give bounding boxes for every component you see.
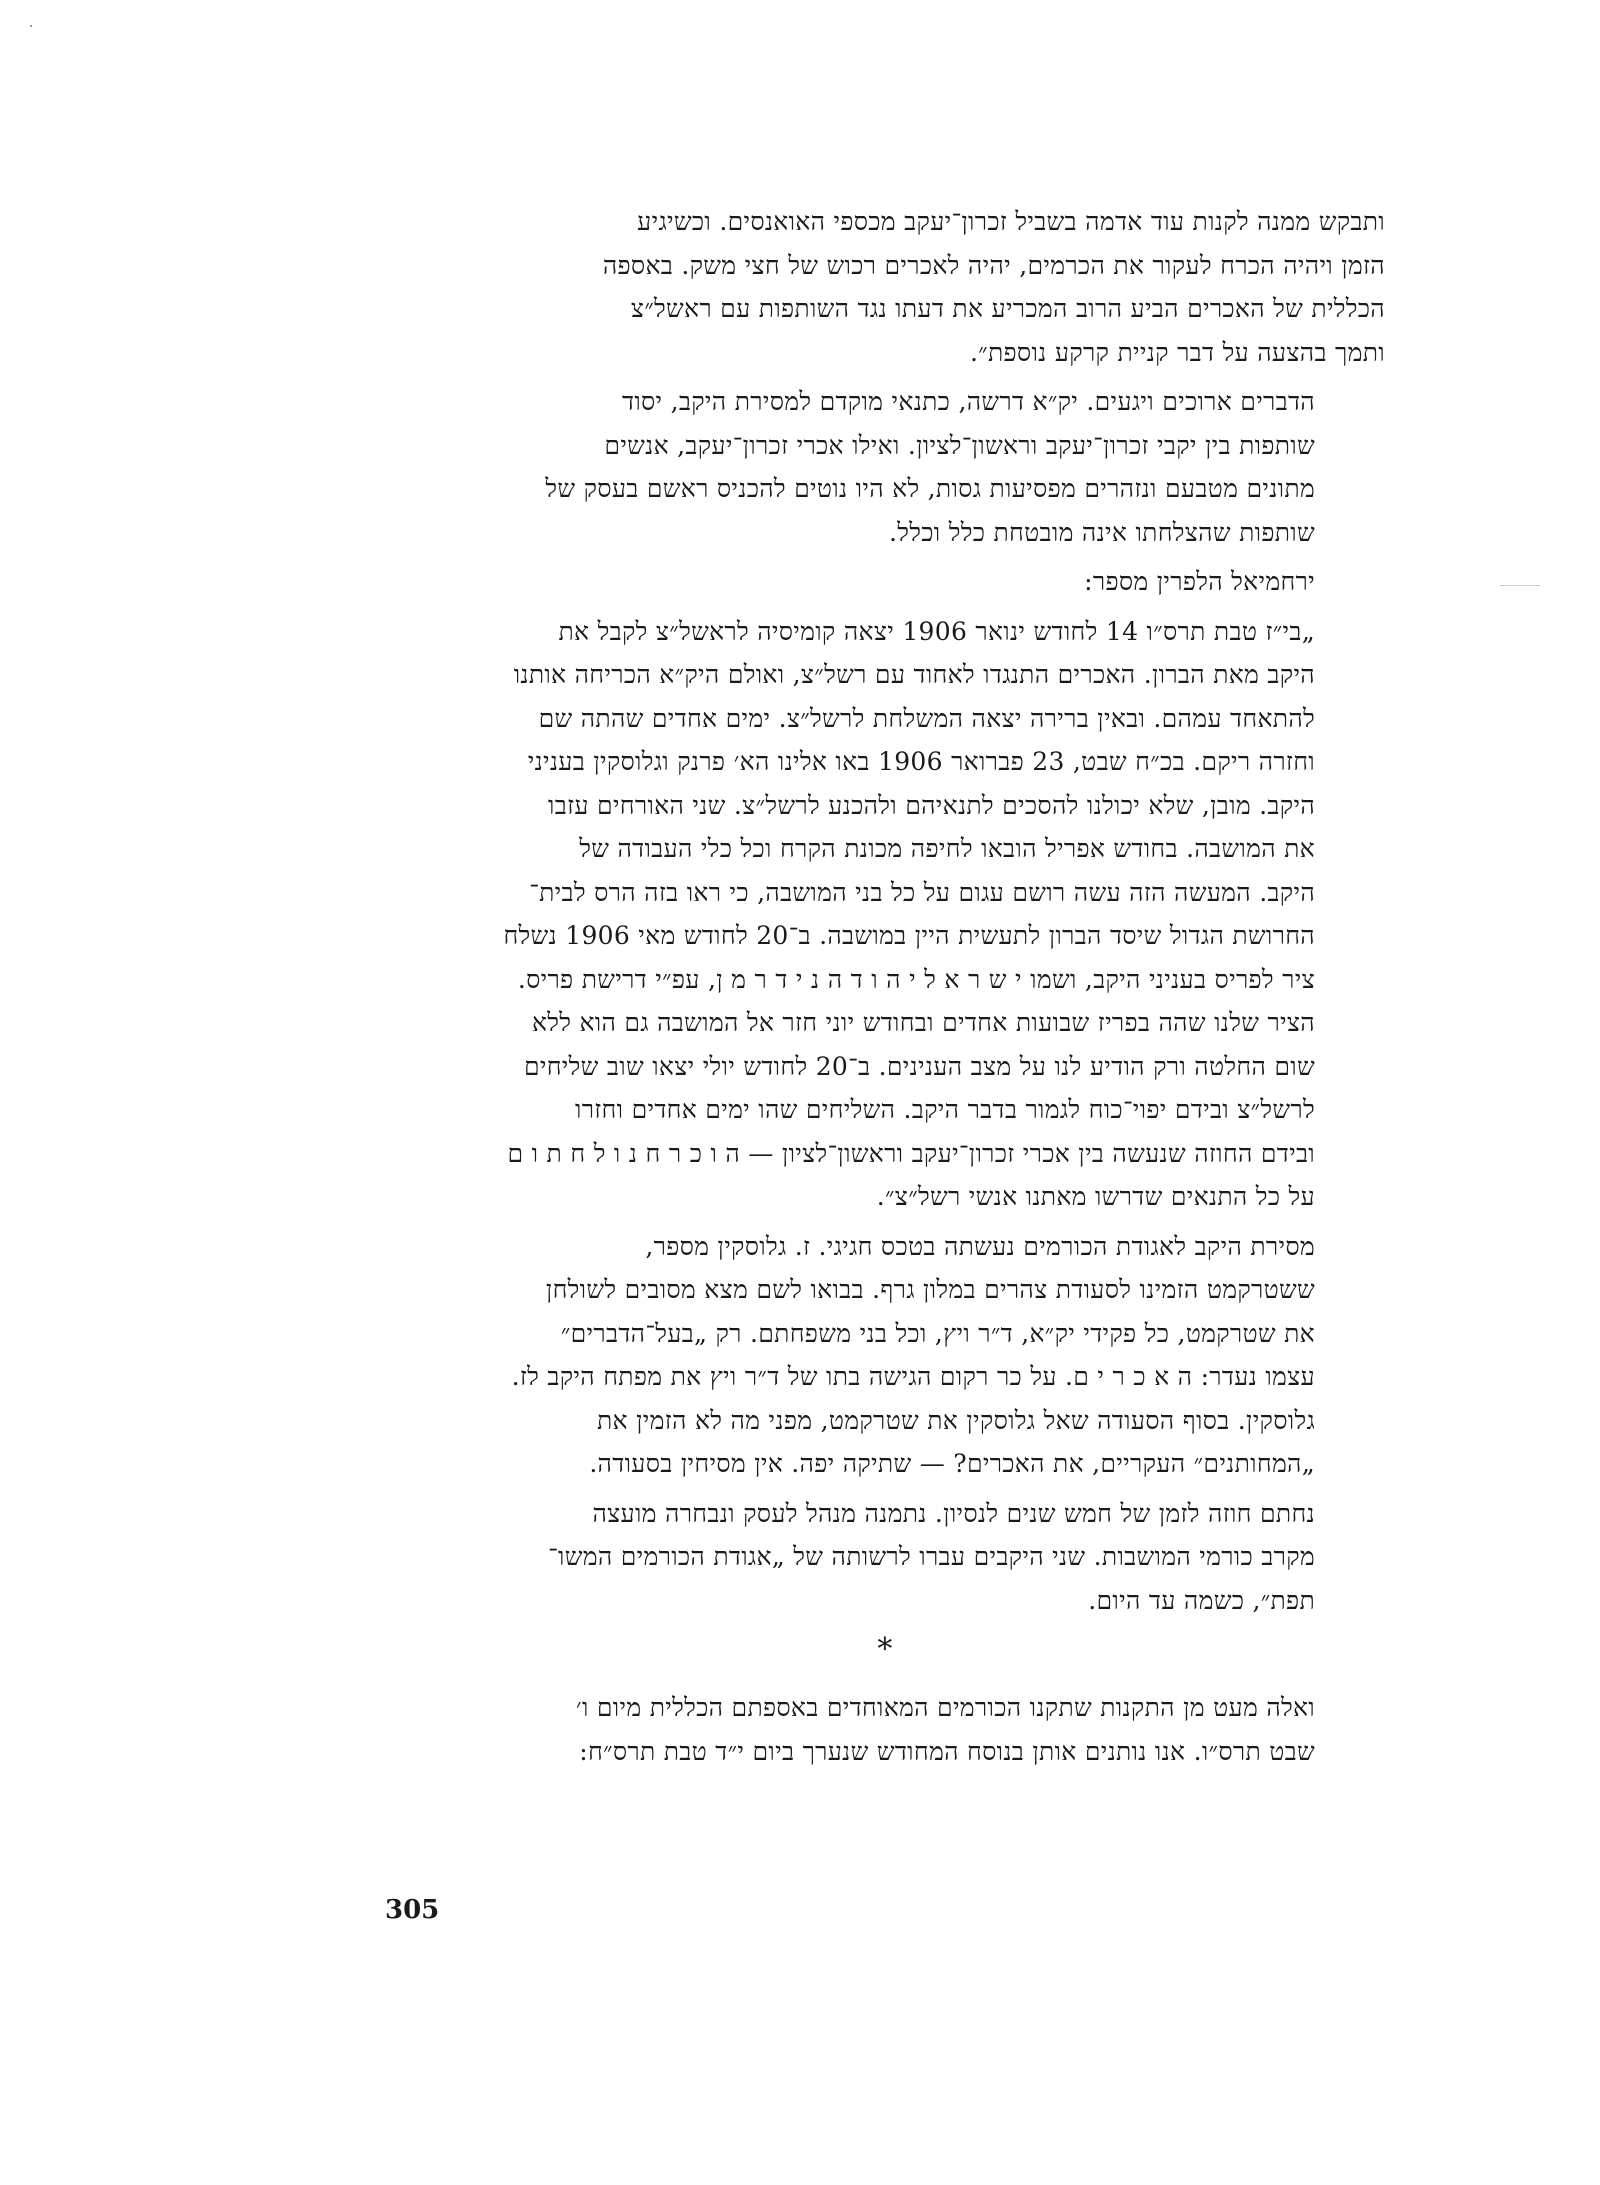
text-line: ירחמיאל הלפרין מספר:: [1084, 567, 1315, 596]
text-line: מתונים מטבעם ונזהרים מפסיעות גסות, לא היו נוטים להכניס ראשם בעסק של: [545, 474, 1315, 503]
paragraph: [385, 1686, 1385, 1773]
text-line: הכללית של האכרים הביע הרוב המכריע את דעתו נגד השותפות עם ראשל״צ: [630, 294, 1385, 323]
text-line: נחתם חוזה לזמן של חמש שנים לנסיון. נתמנה מנהל לעסק ונבחרה מועצה: [592, 1498, 1315, 1528]
text-line: ציר לפריס בעניני היקב, ושמו י ש ר א ל י ה ו ד ה נ י ד ר מ ן, עפ״י דרישת פריס.: [517, 964, 1315, 994]
paragraph: [385, 610, 1385, 1219]
text-line: את המושבה. בחודש אפריל הובאו לחיפה מכונת הקרח וכל כלי העבודה של: [579, 834, 1315, 863]
paragraph: [385, 560, 1385, 604]
text-line: שותפות שהצלחתו אינה מובטחת כלל וכלל.: [889, 517, 1315, 547]
paragraphs-container: [385, 200, 1385, 1622]
text-line: וחזרה ריקם. בכ״ח שבט, 23 פברואר 1906 באו אלינו הא׳ פרנק וגלוסקין בעניני: [527, 747, 1315, 776]
section-separator: *: [877, 1632, 893, 1667]
text-line: על כל התנאים שדרשו מאתנו אנשי רשל״צ״.: [876, 1182, 1315, 1211]
text-line: „בי״ז טבת תרס״ו 14 לחודש ינואר 1906 יצאה קומיסיה לראשל״צ לקבל את: [558, 616, 1315, 646]
text-line: „המחותנים״ העקריים, את האכרים? — שתיקה יפה. אין מסיחין בסעודה.: [589, 1449, 1315, 1478]
text-line: הזמן ויהיה הכרח לעקור את הכרמים, יהיה לאכרים רכוש של חצי משק. באספה: [602, 250, 1385, 280]
closing-paragraph-container: [385, 1686, 1385, 1773]
text-line: ששטרקמט הזמינו לסעודת צהרים במלון גרף. בבואו לשם מצא מסובים לשולחן: [545, 1275, 1315, 1304]
text-line: שותפות בין יקבי זכרון־יעקב וראשון־לציון. ואילו אכרי זכרון־יעקב, אנשים: [604, 430, 1315, 460]
scan-speck: [30, 25, 32, 27]
text-line: גלוסקין. בסוף הסעודה שאל גלוסקין את שטרקמט, מפני מה לא הזמין את: [597, 1405, 1315, 1435]
text-line: את שטרקמט, כל פקידי יק״א, ד״ר ויץ, וכל בני משפחתם. רק „בעל־הדברים״: [560, 1318, 1315, 1348]
text-line: ותבקש ממנה לקנות עוד אדמה בשביל זכרון־יעקב מכספי האואנסים. וכשיגיע: [637, 207, 1385, 236]
text-line: ותמך בהצעה על דבר קניית קרקע נוספת״.: [969, 337, 1385, 367]
text-line: תפת״, כשמה עד היום.: [1088, 1585, 1315, 1615]
text-line: להתאחד עמהם. ובאין ברירה יצאה המשלחת לרשל״צ. ימים אחדים שהתה שם: [538, 703, 1315, 733]
body-text: [385, 200, 1385, 1779]
text-line: שום החלטה ורק הודיע לנו על מצב הענינים. ב־20 לחודש יולי יצאו שוב שליחים: [523, 1051, 1315, 1081]
text-line: מסירת היקב לאגודת הכורמים נעשתה בטכס חגיגי. ז. גלוסקין מספר,: [645, 1231, 1315, 1261]
text-line: עצמו נעדר: ה א כ ר י ם. על כר רקום הגישה בתו של ד״ר ויץ את מפתח היקב לז.: [511, 1362, 1315, 1391]
text-line: היקב. המעשה הזה עשה רושם עגום על כל בני המושבה, כי ראו בזה הרס לבית־: [529, 877, 1315, 907]
text-line: היקב. מובן, שלא יכולנו להסכים לתנאיהם ולהכנע לרשל״צ. שני האורחים עזבו: [548, 790, 1315, 820]
paragraph: [385, 1225, 1385, 1486]
text-line: מקרב כורמי המושבות. שני היקבים עברו לרשותה של „אגודת הכורמים המשו־: [548, 1542, 1315, 1571]
text-line: הציר שלנו שהה בפריז שבועות אחדים ובחודש יוני חזר אל המושבה גם הוא ללא: [531, 1008, 1315, 1037]
text-line: ואלה מעט מן התקנות שתקנו הכורמים המאוחדים באספתם הכללית מיום ו׳: [575, 1693, 1315, 1722]
text-line: שבט תרס״ו. אנו נותנים אותן בנוסח המחודש שנערך ביום י״ד טבת תרס״ח:: [579, 1736, 1315, 1766]
text-line: הדברים ארוכים ויגעים. יק״א דרשה, כתנאי מוקדם למסירת היקב, יסוד: [622, 387, 1315, 416]
scan-speck: [1500, 585, 1540, 586]
paragraph: [385, 1492, 1385, 1623]
text-line: היקב מאת הברון. האכרים התנגדו לאחוד עם רשל״צ, ואולם היק״א הכריחה אותנו: [513, 660, 1315, 689]
paragraph: [385, 200, 1385, 374]
page-number: 305: [385, 1895, 440, 1925]
paragraph: [385, 380, 1385, 554]
text-line: לרשל״צ ובידם יפוי־כוח לגמור בדבר היקב. השליחים שהו ימים אחדים וחזרו: [575, 1095, 1315, 1124]
text-line: החרושת הגדול שיסד הברון לתעשית היין במושבה. ב־20 לחודש מאי 1906 נשלח: [503, 921, 1315, 950]
text-line: ובידם החוזה שנעשה בין אכרי זכרון־יעקב וראשון־לציון — ה ו כ ר ח נ ו ל ח ת ו ם: [507, 1138, 1315, 1168]
